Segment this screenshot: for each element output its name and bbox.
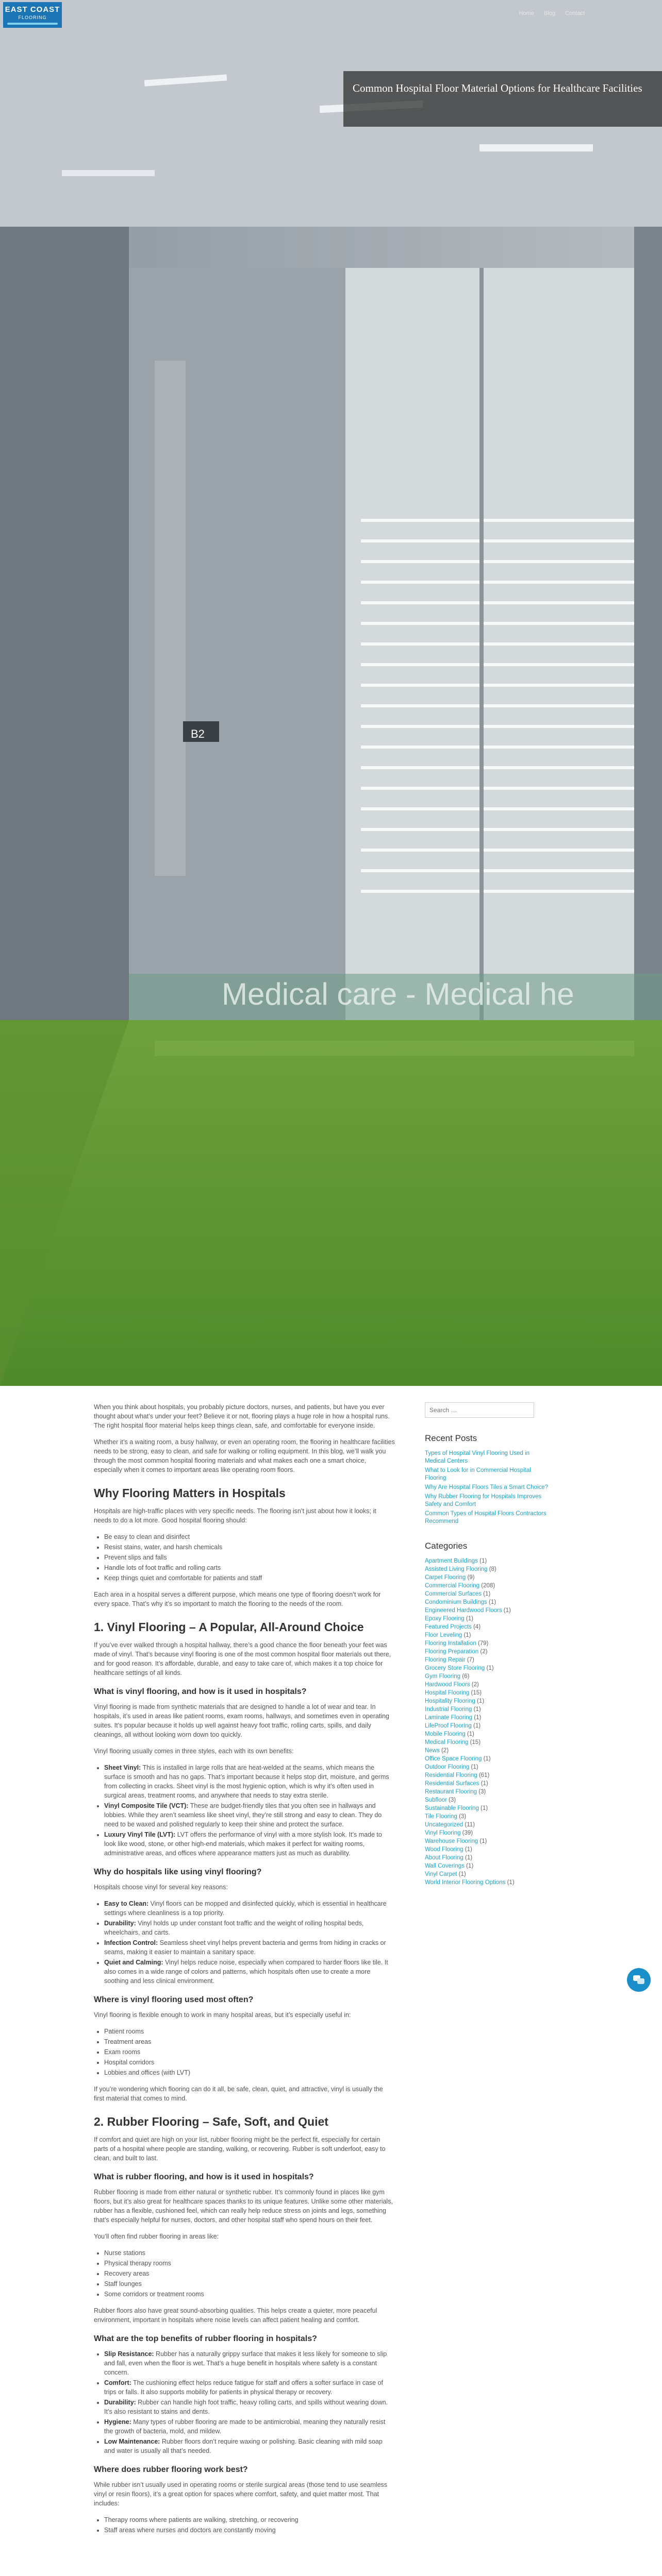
category-link[interactable]: Hardwood Floors (2) [425,1682,479,1688]
list-item: • Durability: Vinyl holds up under constant foot traffic and the weight of rolling hospital beds, wheelchairs, and carts. [104,1919,395,1937]
vinyl-why-paragraph: Hospitals choose vinyl for several key reasons: [94,1884,228,1891]
room-number-text: B2 [191,727,205,740]
vinyl-types-list [94,1763,395,1858]
category-link[interactable]: Wall Coverings (1) [425,1863,474,1869]
category-link[interactable]: Assisted Living Flooring (8) [425,1566,496,1572]
list-item: • Physical therapy rooms [104,2259,395,2268]
intro-paragraph-2: Whether it’s a waiting room, a busy hallway, or even an operating room, the flooring in healthcare facilities needs to be strong, easy to clean, and safe for walking or rolling equipment. In this blog, we’ll walk you through the most common hospital flooring materials and what makes each one a smart choice, especially when it comes to important areas like operating room floors. [94,1438,395,1473]
list-item: • Hygiene: Many types of rubber flooring are made to be antimicrobial, meaning they naturally resist the growth of bacteria, mold, and mildew. [104,2417,395,2436]
list-item: • Sheet Vinyl: This is installed in large rolls that are heat-welded at the seams, which means the surface is smooth and has no gaps. That’s important because it helps stop dirt, moisture, and germs from collecting in cracks. Sheet vinyl is the most hygienic option, which is why it’s often used in surgical areas, treatment rooms, and anywhere that needs to stay extra sterile. [104,1763,395,1800]
heading-vinyl-why: Why do hospitals like using vinyl flooring? [94,1868,262,1876]
list-item: • Durability: Rubber can handle high foot traffic, heavy rolling carts, and spills without wearing down. It’s also resistant to stains and dents. [104,2398,395,2416]
category-link[interactable]: Office Space Flooring (1) [425,1756,491,1762]
category-link[interactable]: Tile Flooring (3) [425,1814,467,1820]
recent-post-link[interactable]: Why Rubber Flooring for Hospitals Improves Safety and Comfort [425,1494,542,1507]
wall-sign-text: Medical care - Medical he [222,977,574,1011]
category-link[interactable]: Commercial Surfaces (1) [425,1591,491,1597]
list-item: • Slip Resistance: Rubber has a naturally grippy surface that makes it less likely for someone to slip and fall, even when the floor is wet. That’s a huge benefit in hospitals where safety is a constant concern. [104,2349,395,2377]
category-link[interactable]: Carpet Flooring (9) [425,1574,475,1581]
vinyl-where-list [94,2027,395,2077]
category-link[interactable]: About Flooring (1) [425,1855,473,1861]
list-item: • Recovery areas [104,2269,395,2278]
main-nav [511,10,585,16]
category-link[interactable]: Uncategorized (11) [425,1822,475,1828]
list-item: • Staff areas where nurses and doctors are constantly moving [104,2526,395,2535]
category-link[interactable]: Grocery Store Flooring (1) [425,1665,494,1671]
list-item: • Be easy to clean and disinfect [104,1532,395,1541]
heading-vinyl: 1. Vinyl Flooring – A Popular, All-Around Choice [94,1620,364,1634]
list-item: • Low Maintenance: Rubber floors don’t require waxing or polishing. Basic cleaning with mild soap and water is usually all that’s needed. [104,2437,395,2455]
recent-post-link[interactable]: Why Are Hospital Floors Tiles a Smart Choice? [425,1484,549,1490]
vinyl-paragraph: If you’ve ever walked through a hospital hallway, there’s a good chance the floor beneath your feet was made of vinyl. That’s because vinyl flooring is one of the most common hospital floor materials out there, and for good reason. It’s affordable, durable, and easy to take care of, which makes it a top choice for healthcare settings of all kinds. [94,1641,391,1676]
category-link[interactable]: Vinyl Flooring (39) [425,1830,473,1836]
why-paragraph-2: Each area in a hospital serves a different purpose, which means one type of flooring doesn’t work for every space. That’s why it’s so important to match the flooring to the needs of the room. [94,1591,381,1607]
heading-rubber-benefits: What are the top benefits of rubber flooring in hospitals? [94,2334,317,2343]
vinyl-what-paragraph: Vinyl flooring is made from synthetic materials that are designed to handle a lot of wear and tear. In hospitals, it’s used in areas like patient rooms, exam rooms, hallways, and sometimes even in operating suites. It’s popular because it holds up well against heavy foot traffic, rolling carts, spills, and daily cleanings, all without looking worn down too quickly. [94,1703,389,1738]
category-link[interactable]: Hospitality Flooring (1) [425,1698,485,1704]
rubber-where-paragraph: While rubber isn’t usually used in operating rooms or sterile surgical areas (those tend to use seamless vinyl or resin floors), it’s a great option for spaces where comfort, safety, and quiet matter most. That includes: [94,2481,388,2507]
heading-why-flooring: Why Flooring Matters in Hospitals [94,1486,286,1500]
category-link[interactable]: Restaurant Flooring (3) [425,1789,486,1795]
list-item: • Quiet and Calming: Vinyl helps reduce noise, especially when compared to harder floors like tile. It also comes in a wide range of colors and patterns, which hospitals often use to create a more soothing and less clinical environment. [104,1958,395,1986]
category-link[interactable]: LifeProof Flooring (1) [425,1723,481,1729]
category-link[interactable]: Warehouse Flooring (1) [425,1838,487,1844]
logo-line1: EAST COAST [5,5,60,14]
rubber-list [94,2248,395,2299]
heading-rubber-what: What is rubber flooring, and how is it used in hospitals? [94,2173,314,2181]
category-link[interactable]: Epoxy Flooring (1) [425,1616,473,1622]
intro-paragraph-1: When you think about hospitals, you probably picture doctors, nurses, and patients, but have you ever thought about what’s under your feet? Believe it or not, flooring plays a huge role in how a hospital runs. The right hospital floor material helps keep things clean, safe, and comfortable for everyone inside. [94,1403,390,1429]
list-item: • Treatment areas [104,2037,395,2046]
category-link[interactable]: News (2) [425,1748,449,1754]
category-link[interactable]: Floor Leveling (1) [425,1632,471,1638]
logo-line2: FLOORING [18,15,47,20]
list-item: • Handle lots of foot traffic and rolling carts [104,1563,395,1572]
rubber-list-paragraph: You’ll often find rubber flooring in areas like: [94,2233,219,2240]
list-item: • Keep things quiet and comfortable for patients and staff [104,1573,395,1583]
vinyl-why-list [94,1899,395,1986]
list-item: • Comfort: The cushioning effect helps reduce fatigue for staff and offers a softer surface in case of trips or falls. It also supports mobility for patients in physical therapy or recovery. [104,2378,395,2397]
category-link[interactable]: Flooring Installation (79) [425,1640,489,1647]
heading-vinyl-where: Where is vinyl flooring used most often? [94,1995,254,2004]
category-link[interactable]: Sustainable Flooring (1) [425,1805,488,1811]
site-logo[interactable] [3,2,62,28]
nav-item-blog[interactable]: Blog [543,10,556,16]
category-link[interactable]: Commercial Flooring (208) [425,1583,495,1589]
category-link[interactable]: Industrial Flooring (1) [425,1706,481,1713]
list-item: • Vinyl Composite Tile (VCT): These are budget-friendly tiles that you often see in hallways and lobbies. While they aren’t seamless like sheet vinyl, they’re still strong and easy to clean. They do need to be waxed and polished regularly to keep their shine and protect the surface. [104,1801,395,1829]
list-item: • Hospital corridors [104,2058,395,2067]
list-item: • Some corridors or treatment rooms [104,2290,395,2299]
list-item: • Nurse stations [104,2248,395,2258]
heading-vinyl-what: What is vinyl flooring, and how is it used in hospitals? [94,1687,307,1696]
logo-wave-icon [7,23,58,25]
heading-rubber: 2. Rubber Flooring – Safe, Soft, and Quiet [94,2115,328,2128]
category-link[interactable]: Apartment Buildings (1) [425,1558,487,1564]
list-item: • Luxury Vinyl Tile (LVT): LVT offers the performance of vinyl with a more stylish look. It’s made to look like wood, stone, or other high-end materials, which makes it perfect for waiting rooms, administrative areas, and offices where appearance matters just as much as durability. [104,1830,395,1858]
article-body [94,1402,395,2542]
list-item: • Prevent slips and falls [104,1553,395,1562]
chat-bubble-icon-back [637,1978,644,1984]
nav-item-contact[interactable]: Contact [565,10,585,16]
rubber-where-list [94,2515,395,2535]
category-link[interactable]: Featured Projects (4) [425,1624,481,1630]
category-link[interactable]: Wood Flooring (1) [425,1846,472,1853]
recent-posts-list [425,1450,549,1526]
category-link[interactable]: Residential Flooring (61) [425,1772,490,1778]
category-link[interactable]: Outdoor Flooring (1) [425,1764,478,1770]
list-item: • Infection Control: Seamless sheet vinyl helps prevent bacteria and germs from hiding in cracks or seams, making it easier to maintain a sanitary space. [104,1938,395,1957]
rubber-paragraph: If comfort and quiet are high on your list, rubber flooring might be the perfect fit, especially for certain parts of a hospital where people are standing, walking, or recovering. Rubber is soft underfoot, easy to clean, and built to last. [94,2136,386,2162]
category-link[interactable]: Gym Flooring (6) [425,1673,470,1680]
category-link[interactable]: Condominium Buildings (1) [425,1599,496,1605]
recent-post-link[interactable]: What to Look for in Commercial Hospital Flooring [425,1467,531,1481]
nav-item-home[interactable]: Home [519,10,534,16]
vinyl-types-paragraph: Vinyl flooring usually comes in three styles, each with its own benefits: [94,1748,294,1755]
heading-rubber-where: Where does rubber flooring work best? [94,2465,248,2474]
list-item: • Easy to Clean: Vinyl floors can be mopped and disinfected quickly, which is essential in healthcare settings where cleanliness is a top priority. [104,1899,395,1918]
vinyl-where-paragraph: Vinyl flooring is flexible enough to work in many hospital areas, but it’s especially useful in: [94,2011,351,2019]
category-link[interactable]: Laminate Flooring (1) [425,1715,482,1721]
rubber-paragraph-2: Rubber floors also have great sound-absorbing qualities. This helps create a quieter, more peaceful environment, important in hospitals where noise levels can affect patient healing and comfort. [94,2307,377,2324]
vinyl-end-paragraph: If you’re wondering which flooring can do it all, be safe, clean, quiet, and attractive, vinyl is usually the first material that comes to mind. [94,2086,383,2102]
category-link[interactable]: Flooring Preparation (2) [425,1649,488,1655]
category-link[interactable]: Mobile Flooring (1) [425,1731,474,1737]
category-link[interactable]: World Interior Flooring Options (1) [425,1879,515,1886]
why-paragraph: Hospitals are high-traffic places with very specific needs. The flooring isn’t just about how it looks; it needs to do a lot more. Good hospital flooring should: [94,1507,376,1524]
category-link[interactable]: Residential Surfaces (1) [425,1781,488,1787]
list-item: • Exam rooms [104,2047,395,2057]
list-item: • Therapy rooms where patients are walking, stretching, or recovering [104,2515,395,2524]
recent-post-link[interactable]: Common Types of Hospital Floors Contractors Recommend [425,1511,547,1524]
search-input[interactable] [425,1402,534,1418]
chat-button[interactable] [627,1968,651,1992]
recent-post-link[interactable]: Types of Hospital Vinyl Flooring Used in Medical Centers [425,1450,530,1464]
site-header [0,0,662,32]
rubber-benefits-list [94,2349,395,2455]
recent-posts-title: Recent Posts [425,1433,477,1443]
rubber-what-paragraph: Rubber flooring is made from either natural or synthetic rubber. It’s commonly found in places like gym floors, but it’s also great for healthcare spaces thanks to its unique features. Unlike some other materials, rubber has a flexible, cushioned feel, which can really help reduce stress on joints and legs, something that’s especially helpful for nurses, doctors, and other hospital staff who spend hours on their feet. [94,2189,393,2224]
category-link[interactable]: Hospital Flooring (15) [425,1690,482,1696]
category-link[interactable]: Flooring Repair (7) [425,1657,474,1663]
why-list [94,1532,395,1583]
category-link[interactable]: Medical Flooring (15) [425,1739,481,1745]
list-item: • Patient rooms [104,2027,395,2036]
sidebar [425,1402,549,1887]
categories-list [425,1557,549,1887]
category-link[interactable]: Subfloor (3) [425,1797,456,1803]
list-item: • Staff lounges [104,2279,395,2289]
category-link[interactable]: Engineered Hardwood Floors (1) [425,1607,511,1614]
list-item: • Resist stains, water, and harsh chemicals [104,1543,395,1552]
category-link[interactable]: Vinyl Carpet (1) [425,1871,466,1877]
categories-title: Categories [425,1541,468,1551]
post-title: Common Hospital Floor Material Options for Healthcare Facilities [353,82,642,94]
post-title-box [343,71,662,127]
list-item: • Lobbies and offices (with LVT) [104,2068,395,2077]
